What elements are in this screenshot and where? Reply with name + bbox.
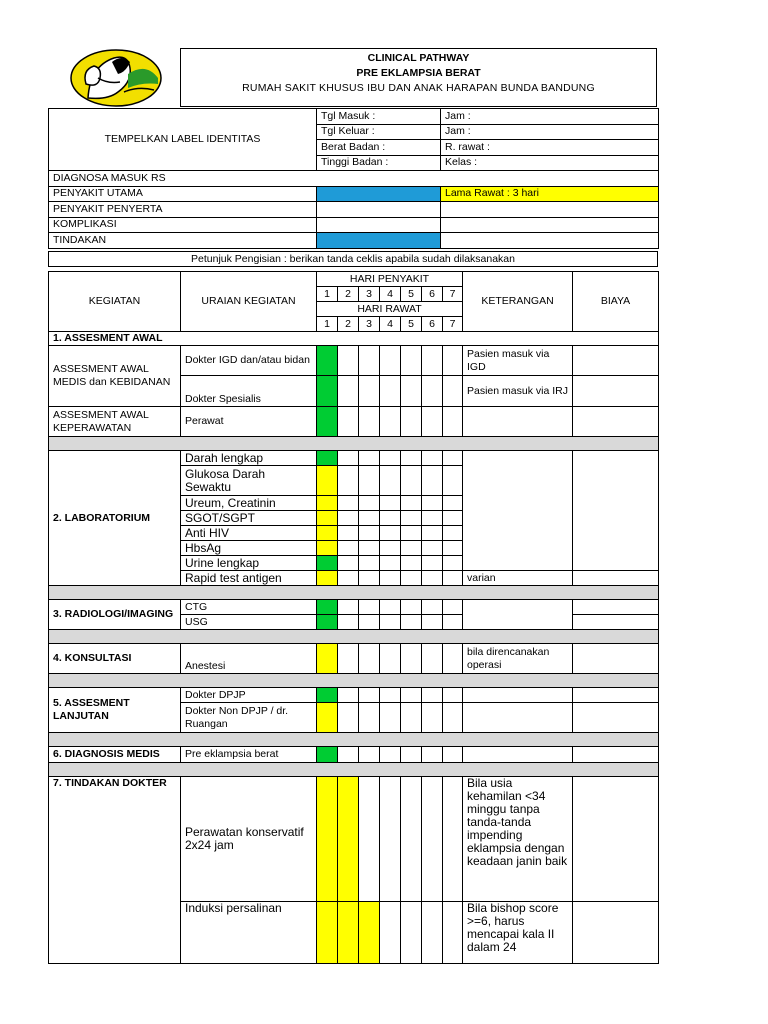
check-cell[interactable] bbox=[401, 571, 422, 586]
col-kegiatan: KEGIATAN bbox=[49, 272, 181, 332]
check-cell[interactable] bbox=[401, 703, 422, 733]
day-number: 5 bbox=[401, 287, 422, 302]
penyakit-penyerta: PENYAKIT PENYERTA bbox=[49, 202, 317, 218]
check-cell[interactable] bbox=[338, 346, 359, 376]
day-number: 4 bbox=[380, 287, 401, 302]
tgl-keluar[interactable]: Tgl Keluar : bbox=[317, 124, 441, 140]
check-cell[interactable] bbox=[338, 600, 359, 615]
check-cell[interactable] bbox=[380, 466, 401, 496]
check-cell[interactable] bbox=[317, 346, 338, 376]
check-cell[interactable] bbox=[422, 466, 443, 496]
check-cell[interactable] bbox=[401, 526, 422, 541]
day-number: 7 bbox=[443, 287, 463, 302]
col-hari-penyakit: HARI PENYAKIT bbox=[317, 272, 463, 287]
title-hospital: RUMAH SAKIT KHUSUS IBU DAN ANAK HARAPAN BUNDA BANDUNG bbox=[242, 82, 595, 94]
day-number: 1 bbox=[317, 287, 338, 302]
check-cell[interactable] bbox=[422, 571, 443, 586]
section-divider bbox=[49, 733, 659, 747]
col-biaya: BIAYA bbox=[573, 272, 659, 332]
item-perawat: Perawat bbox=[181, 407, 317, 437]
check-cell[interactable] bbox=[338, 747, 359, 763]
check-cell[interactable] bbox=[338, 777, 359, 902]
check-cell[interactable] bbox=[422, 600, 443, 615]
biaya-cell[interactable] bbox=[573, 777, 659, 902]
check-cell[interactable] bbox=[422, 644, 443, 674]
check-cell[interactable] bbox=[443, 777, 463, 902]
check-cell[interactable] bbox=[317, 511, 338, 526]
item-pre-eklampsia: Pre eklampsia berat bbox=[181, 747, 317, 763]
check-cell[interactable] bbox=[359, 541, 380, 556]
check-cell[interactable] bbox=[359, 466, 380, 496]
check-cell[interactable] bbox=[401, 407, 422, 437]
section-assesment-lanjutan: 5. ASSESMENT LANJUTAN bbox=[49, 688, 181, 733]
check-cell[interactable] bbox=[317, 451, 338, 466]
check-cell[interactable] bbox=[359, 511, 380, 526]
check-cell[interactable] bbox=[338, 407, 359, 437]
check-cell[interactable] bbox=[443, 703, 463, 733]
check-cell[interactable] bbox=[380, 541, 401, 556]
assesment-medis-label: ASSESMENT AWAL MEDIS dan KEBIDANAN bbox=[49, 346, 181, 407]
section-divider bbox=[49, 630, 659, 644]
check-cell[interactable] bbox=[443, 496, 463, 511]
check-cell[interactable] bbox=[380, 407, 401, 437]
check-cell[interactable] bbox=[422, 407, 443, 437]
penyakit-utama-field[interactable] bbox=[317, 186, 441, 202]
check-cell[interactable] bbox=[422, 902, 443, 964]
check-cell[interactable] bbox=[443, 747, 463, 763]
item-induksi-persalinan: Induksi persalinan bbox=[181, 902, 317, 964]
biaya-cell[interactable] bbox=[573, 346, 659, 376]
check-cell[interactable] bbox=[359, 688, 380, 703]
penyakit-utama: PENYAKIT UTAMA bbox=[49, 186, 317, 202]
check-cell[interactable] bbox=[338, 688, 359, 703]
komplikasi: KOMPLIKASI bbox=[49, 217, 317, 233]
check-cell[interactable] bbox=[401, 600, 422, 615]
section-divider bbox=[49, 674, 659, 688]
item-dokter-non-dpjp: Dokter Non DPJP / dr. Ruangan bbox=[181, 703, 317, 733]
section-diagnosis-medis: 6. DIAGNOSIS MEDIS bbox=[49, 747, 181, 763]
check-cell[interactable] bbox=[422, 526, 443, 541]
check-cell[interactable] bbox=[443, 644, 463, 674]
check-cell[interactable] bbox=[317, 615, 338, 630]
check-cell[interactable] bbox=[380, 571, 401, 586]
check-cell[interactable] bbox=[317, 496, 338, 511]
lab-item: SGOT/SGPT bbox=[181, 511, 317, 526]
keterangan-induksi: Bila bishop score >=6, harus mencapai kala II dalam 24 bbox=[463, 902, 573, 964]
check-cell[interactable] bbox=[422, 496, 443, 511]
check-cell[interactable] bbox=[401, 466, 422, 496]
biaya-cell[interactable] bbox=[573, 688, 659, 703]
check-cell[interactable] bbox=[401, 615, 422, 630]
lab-item: Anti HIV bbox=[181, 526, 317, 541]
biaya-cell[interactable] bbox=[573, 376, 659, 407]
check-cell[interactable] bbox=[380, 556, 401, 571]
check-cell[interactable] bbox=[338, 376, 359, 407]
check-cell[interactable] bbox=[422, 451, 443, 466]
ruang-rawat[interactable]: R. rawat : bbox=[441, 140, 659, 156]
check-cell[interactable] bbox=[338, 451, 359, 466]
section-assesment-awal: 1. ASSESMENT AWAL bbox=[49, 332, 659, 346]
item-dokter-dpjp: Dokter DPJP bbox=[181, 688, 317, 703]
keterangan-operasi: bila direncanakan operasi bbox=[463, 644, 573, 674]
check-cell[interactable] bbox=[359, 407, 380, 437]
keterangan-irj: Pasien masuk via IRJ bbox=[463, 376, 573, 407]
check-cell[interactable] bbox=[338, 703, 359, 733]
check-cell[interactable] bbox=[317, 407, 338, 437]
check-cell[interactable] bbox=[401, 644, 422, 674]
berat-badan[interactable]: Berat Badan : bbox=[317, 140, 441, 156]
check-cell[interactable] bbox=[422, 777, 443, 902]
check-cell[interactable] bbox=[443, 600, 463, 615]
check-cell[interactable] bbox=[317, 466, 338, 496]
lab-item: Darah lengkap bbox=[181, 451, 317, 466]
check-cell[interactable] bbox=[380, 615, 401, 630]
check-cell[interactable] bbox=[443, 376, 463, 407]
check-cell[interactable] bbox=[401, 376, 422, 407]
check-cell[interactable] bbox=[338, 644, 359, 674]
identity-label: TEMPELKAN LABEL IDENTITAS bbox=[49, 109, 317, 171]
check-cell[interactable] bbox=[317, 541, 338, 556]
check-cell[interactable] bbox=[443, 688, 463, 703]
section-radiologi: 3. RADIOLOGI/IMAGING bbox=[49, 600, 181, 630]
check-cell[interactable] bbox=[380, 511, 401, 526]
lab-item: Glukosa Darah Sewaktu bbox=[181, 466, 317, 496]
check-cell[interactable] bbox=[401, 451, 422, 466]
section-laboratorium: 2. LABORATORIUM bbox=[49, 451, 181, 586]
check-cell[interactable] bbox=[380, 688, 401, 703]
instruction-table bbox=[48, 251, 658, 267]
check-cell[interactable] bbox=[443, 451, 463, 466]
check-cell[interactable] bbox=[338, 511, 359, 526]
check-cell[interactable] bbox=[443, 511, 463, 526]
lab-item: Ureum, Creatinin bbox=[181, 496, 317, 511]
check-cell[interactable] bbox=[443, 615, 463, 630]
check-cell[interactable] bbox=[359, 556, 380, 571]
keterangan-konservatif: Bila usia kehamilan <34 minggu tanpa tanda-tanda impending eklampsia dengan keadaan janin baik bbox=[463, 777, 573, 902]
check-cell[interactable] bbox=[380, 644, 401, 674]
tgl-masuk[interactable]: Tgl Masuk : bbox=[317, 109, 441, 125]
day-number: 6 bbox=[422, 317, 443, 332]
col-hari-rawat: HARI RAWAT bbox=[317, 302, 463, 317]
check-cell[interactable] bbox=[401, 346, 422, 376]
identity-table bbox=[48, 108, 659, 249]
lab-item: Rapid test antigen bbox=[181, 571, 317, 586]
check-cell[interactable] bbox=[338, 466, 359, 496]
tinggi-badan[interactable]: Tinggi Badan : bbox=[317, 155, 441, 171]
check-cell[interactable] bbox=[443, 466, 463, 496]
penyakit-penyerta-field[interactable] bbox=[317, 202, 441, 218]
section-divider bbox=[49, 586, 659, 600]
check-cell[interactable] bbox=[422, 688, 443, 703]
check-cell[interactable] bbox=[380, 600, 401, 615]
petunjuk-pengisian: Petunjuk Pengisian : berikan tanda ceklis apabila sudah dilaksanakan bbox=[49, 252, 658, 267]
item-perawatan-konservatif: Perawatan konservatif 2x24 jam bbox=[181, 777, 317, 902]
check-cell[interactable] bbox=[359, 902, 380, 964]
check-cell[interactable] bbox=[317, 644, 338, 674]
check-cell[interactable] bbox=[317, 526, 338, 541]
check-cell[interactable] bbox=[359, 747, 380, 763]
check-cell[interactable] bbox=[317, 556, 338, 571]
check-cell[interactable] bbox=[338, 615, 359, 630]
assesment-keperawatan-label: ASSESMENT AWAL KEPERAWATAN bbox=[49, 407, 181, 437]
check-cell[interactable] bbox=[422, 615, 443, 630]
check-cell[interactable] bbox=[338, 526, 359, 541]
day-number: 7 bbox=[443, 317, 463, 332]
check-cell[interactable] bbox=[380, 376, 401, 407]
check-cell[interactable] bbox=[317, 777, 338, 902]
section-tindakan-dokter: 7. TINDAKAN DOKTER bbox=[49, 777, 181, 964]
section-konsultasi: 4. KONSULTASI bbox=[49, 644, 181, 674]
title-diagnosis: PRE EKLAMPSIA BERAT bbox=[356, 67, 481, 79]
check-cell[interactable] bbox=[401, 541, 422, 556]
document-header bbox=[180, 48, 657, 107]
check-cell[interactable] bbox=[401, 777, 422, 902]
check-cell[interactable] bbox=[380, 346, 401, 376]
lab-item: Urine lengkap bbox=[181, 556, 317, 571]
check-cell[interactable] bbox=[359, 376, 380, 407]
title-clinical-pathway: CLINICAL PATHWAY bbox=[367, 52, 470, 64]
diagnosa-masuk: DIAGNOSA MASUK RS bbox=[49, 171, 659, 187]
check-cell[interactable] bbox=[359, 644, 380, 674]
check-cell[interactable] bbox=[317, 902, 338, 964]
lab-item: HbsAg bbox=[181, 541, 317, 556]
biaya-cell[interactable] bbox=[573, 902, 659, 964]
pathway-table bbox=[48, 271, 659, 964]
check-cell[interactable] bbox=[443, 571, 463, 586]
tindakan: TINDAKAN bbox=[49, 233, 317, 249]
rad-item-usg: USG bbox=[181, 615, 317, 630]
biaya-cell[interactable] bbox=[573, 407, 659, 437]
item-dokter-igd: Dokter IGD dan/atau bidan bbox=[181, 346, 317, 376]
check-cell[interactable] bbox=[422, 556, 443, 571]
check-cell[interactable] bbox=[359, 526, 380, 541]
check-cell[interactable] bbox=[317, 703, 338, 733]
check-cell[interactable] bbox=[401, 556, 422, 571]
check-cell[interactable] bbox=[317, 600, 338, 615]
check-cell[interactable] bbox=[422, 541, 443, 556]
day-number: 4 bbox=[380, 317, 401, 332]
check-cell[interactable] bbox=[380, 526, 401, 541]
check-cell[interactable] bbox=[338, 902, 359, 964]
day-number: 6 bbox=[422, 287, 443, 302]
check-cell[interactable] bbox=[359, 346, 380, 376]
day-number: 2 bbox=[338, 287, 359, 302]
check-cell[interactable] bbox=[338, 541, 359, 556]
rad-item-ctg: CTG bbox=[181, 600, 317, 615]
check-cell[interactable] bbox=[401, 688, 422, 703]
check-cell[interactable] bbox=[443, 526, 463, 541]
keterangan-varian: varian bbox=[463, 571, 573, 586]
check-cell[interactable] bbox=[401, 496, 422, 511]
check-cell[interactable] bbox=[359, 600, 380, 615]
check-cell[interactable] bbox=[380, 902, 401, 964]
check-cell[interactable] bbox=[422, 703, 443, 733]
kons-item-anestesi: Anestesi bbox=[181, 644, 317, 674]
day-number: 3 bbox=[359, 317, 380, 332]
check-cell[interactable] bbox=[443, 346, 463, 376]
check-cell[interactable] bbox=[338, 556, 359, 571]
day-number: 2 bbox=[338, 317, 359, 332]
check-cell[interactable] bbox=[359, 777, 380, 902]
check-cell[interactable] bbox=[443, 407, 463, 437]
col-keterangan: KETERANGAN bbox=[463, 272, 573, 332]
check-cell[interactable] bbox=[317, 688, 338, 703]
lama-rawat: Lama Rawat : 3 hari bbox=[441, 186, 659, 202]
biaya-cell[interactable] bbox=[573, 644, 659, 674]
biaya-cell[interactable] bbox=[573, 615, 659, 630]
check-cell[interactable] bbox=[338, 496, 359, 511]
biaya-cell[interactable] bbox=[573, 747, 659, 763]
check-cell[interactable] bbox=[317, 376, 338, 407]
check-cell[interactable] bbox=[401, 902, 422, 964]
day-number: 5 bbox=[401, 317, 422, 332]
day-number: 3 bbox=[359, 287, 380, 302]
biaya-cell[interactable] bbox=[573, 451, 659, 571]
item-dokter-spesialis: Dokter Spesialis bbox=[181, 376, 317, 407]
check-cell[interactable] bbox=[317, 571, 338, 586]
check-cell[interactable] bbox=[380, 703, 401, 733]
check-cell[interactable] bbox=[380, 747, 401, 763]
check-cell[interactable] bbox=[422, 511, 443, 526]
hospital-logo bbox=[68, 48, 164, 108]
check-cell[interactable] bbox=[359, 571, 380, 586]
jam-masuk[interactable]: Jam : bbox=[441, 109, 659, 125]
check-cell[interactable] bbox=[443, 556, 463, 571]
check-cell[interactable] bbox=[338, 571, 359, 586]
check-cell[interactable] bbox=[422, 346, 443, 376]
check-cell[interactable] bbox=[359, 451, 380, 466]
biaya-cell[interactable] bbox=[573, 703, 659, 733]
check-cell[interactable] bbox=[359, 703, 380, 733]
kelas[interactable]: Kelas : bbox=[441, 155, 659, 171]
check-cell[interactable] bbox=[359, 496, 380, 511]
check-cell[interactable] bbox=[422, 376, 443, 407]
check-cell[interactable] bbox=[401, 511, 422, 526]
day-number: 1 bbox=[317, 317, 338, 332]
section-divider bbox=[49, 763, 659, 777]
section-divider bbox=[49, 437, 659, 451]
tindakan-field[interactable] bbox=[317, 233, 441, 249]
check-cell[interactable] bbox=[359, 615, 380, 630]
check-cell[interactable] bbox=[380, 451, 401, 466]
komplikasi-field[interactable] bbox=[317, 217, 441, 233]
check-cell[interactable] bbox=[401, 747, 422, 763]
check-cell[interactable] bbox=[443, 902, 463, 964]
check-cell[interactable] bbox=[317, 747, 338, 763]
check-cell[interactable] bbox=[422, 747, 443, 763]
biaya-cell[interactable] bbox=[573, 600, 659, 615]
keterangan-igd: Pasien masuk via IGD bbox=[463, 346, 573, 376]
jam-keluar[interactable]: Jam : bbox=[441, 124, 659, 140]
col-uraian: URAIAN KEGIATAN bbox=[181, 272, 317, 332]
biaya-cell[interactable] bbox=[573, 571, 659, 586]
check-cell[interactable] bbox=[380, 777, 401, 902]
check-cell[interactable] bbox=[380, 496, 401, 511]
check-cell[interactable] bbox=[443, 541, 463, 556]
